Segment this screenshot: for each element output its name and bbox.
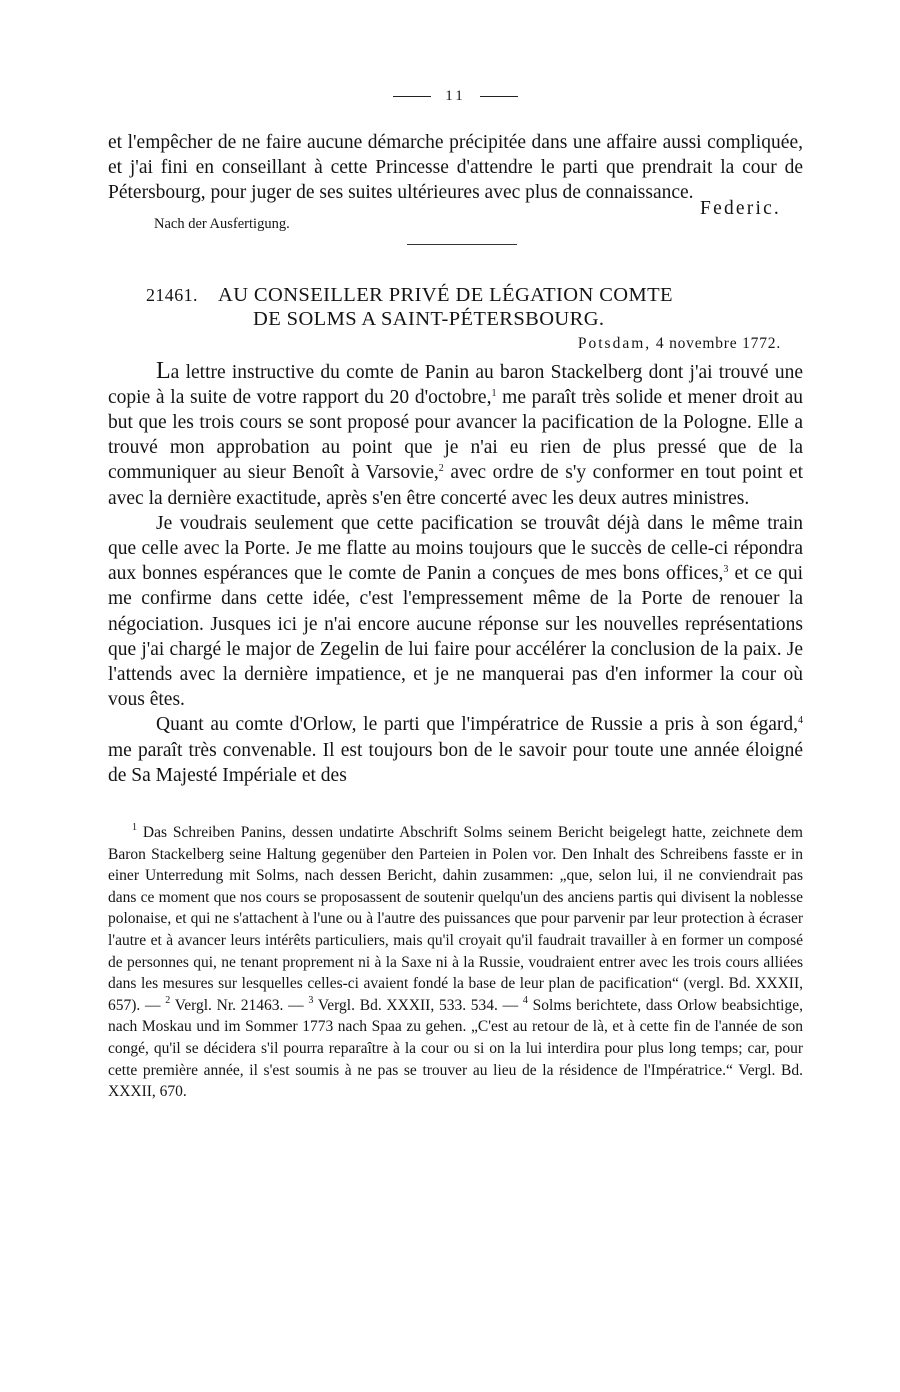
- paragraph-text: et ce qui me confirme dans cette idée, c'est l'empressement même de la Porte de renouer la négociation. Jusques ici je n'ai encore aucune réponse sur les nouvelles représentations que j'ai chargé le major de Zegelin de lui faire pour accélérer la conclusion de la paix. Je l'attends avec la dernière impatience, et je ne manquerai pas d'en informer la cour où vous êtes.: [108, 563, 803, 711]
- letter-paragraph-2: [108, 511, 803, 713]
- section-divider: [407, 244, 517, 245]
- signature-row: [108, 197, 803, 236]
- source-note: Nach der Ausfertigung.: [154, 215, 290, 232]
- footnote-text-3: Vergl. Bd. XXXII, 533. 534. —: [313, 996, 523, 1014]
- paragraph-text: Quant au comte d'Orlow, le parti que l'impératrice de Russie a pris à son égard,: [156, 714, 798, 736]
- footnote-marker-1: 1: [132, 822, 137, 834]
- dateline-date: 4 novembre 1772.: [655, 334, 781, 352]
- paragraph-text: Je voudrais seulement que cette pacification se trouvât déjà dans le même train que celle avec la Porte. Je me flatte au moins toujours que le succès de celle-ci répondra aux bonnes espérances que le comte de Panin a conçues de mes bons offices,: [108, 512, 803, 585]
- running-head: [108, 88, 803, 110]
- closing-paragraph: et l'empêcher de ne faire aucune démarche précipitée dans une affaire aussi compliquée, et j'ai fini en conseillant à cette Princesse d'attendre le parti que prendrait la cour de Pétersbourg, pour juger de ses suites ultérieures avec plus de connaissance.: [108, 132, 803, 204]
- footnote-text-2: Vergl. Nr. 21463. —: [170, 996, 309, 1014]
- page-content: [108, 88, 803, 1103]
- paragraph-text: a lettre instructive du comte de Panin au baron Stackelberg dont j'ai trouvé une copie à la suite de votre rapport du 20 d'octobre,: [108, 361, 803, 408]
- footnote-ref-2: 2: [438, 463, 444, 475]
- signature: Federic.: [700, 197, 781, 219]
- header-rule-right: [480, 96, 518, 97]
- letter-number: 21461.: [146, 284, 198, 305]
- letter-title-line-1: AU CONSEILLER PRIVÉ DE LÉGATION COMTE: [218, 283, 673, 306]
- footnote-block: [108, 822, 803, 1103]
- footnote-text-1: Das Schreiben Panins, dessen undatirte Abschrift Solms seinem Bericht beigelegt hatte, zeichnete dem Baron Stackelberg seine Haltung gegenüber den Parteien in Polen vor. Den Inhalt des Schreibens fasste er in einer Unterredung mit Solms, nach dessen Bericht, dahin zusammen: „que, selon lui, il ne conviendrait pas dans ce moment que nos cours se proposassent de soutenir quelqu'un des anciens partis qui divisent la noblesse polonaise, et qui ne s'attachent à l'une ou à l'autre des puissances que pour parvenir par leur protection à écraser l'autre et à avancer leurs intérêts particuliers, mais qu'il croyait qu'il faudrait travailler à en former un composé de personnes qui, ne tenant proprement ni à la Saxe ni à la Russie, voudraient entrer avec les trois cours alliées dans les mesures sur lesquelles celles-ci avaient fondé la base de leur plan de pacification“ (vergl. Bd. XXXII, 657). —: [108, 824, 803, 1014]
- letter-paragraph-3: [108, 712, 803, 788]
- heading-line-1: [108, 283, 803, 307]
- letter-paragraph-1: [108, 359, 803, 511]
- footnote-marker-4: 4: [522, 994, 528, 1006]
- letter-heading: [108, 283, 803, 331]
- footnote-marker-3: 3: [308, 994, 314, 1006]
- footnotes: [108, 822, 803, 1103]
- paragraph-text: me paraît très convenable. Il est toujours bon de le savoir pour toute une année éloigné de Sa Majesté Impériale et des: [108, 739, 803, 786]
- footnote-ref-3: 3: [723, 564, 729, 576]
- footnote-ref-4: 4: [798, 715, 803, 727]
- letter-title-line-2: DE SOLMS A SAINT-PÉTERSBOURG.: [253, 307, 605, 330]
- page-number: 11: [445, 88, 466, 104]
- footnote-marker-2: 2: [165, 994, 171, 1006]
- paragraph-text: me paraît très solide et mener droit au but que les trois cours se sont proposé pour avancer la pacification de la Pologne. Elle a trouvé mon approbation au point que je n'ai eu rien de plus pressé que de la communiquer au sieur Benoît à Varsovie,: [108, 386, 803, 484]
- paragraph-text: avec ordre de s'y conformer en tout point et avec la dernière exactitude, après s'en être concerté avec les deux autres ministres.: [108, 462, 803, 509]
- footnote-text-4: Solms berichtete, dass Orlow beabsichtige, nach Moskau und im Sommer 1773 nach Spaa zu gehen. „C'est au retour de là, et à cette fin de l'année de son congé, qu'il se décidera s'il pourra reparaître à la cour ou si on la lui interdira pour plus long temps; car, pour cette première année, il s'est soumis à ne pas se trouver au lieu de la résidence de l'Impératrice.“ Vergl. Bd. XXXII, 670.: [108, 996, 803, 1101]
- footnote-ref-1: 1: [491, 387, 497, 399]
- dateline: [108, 335, 803, 353]
- drop-cap: L: [156, 357, 171, 384]
- dateline-place: Potsdam,: [577, 334, 652, 352]
- header-rule-left: [393, 96, 431, 97]
